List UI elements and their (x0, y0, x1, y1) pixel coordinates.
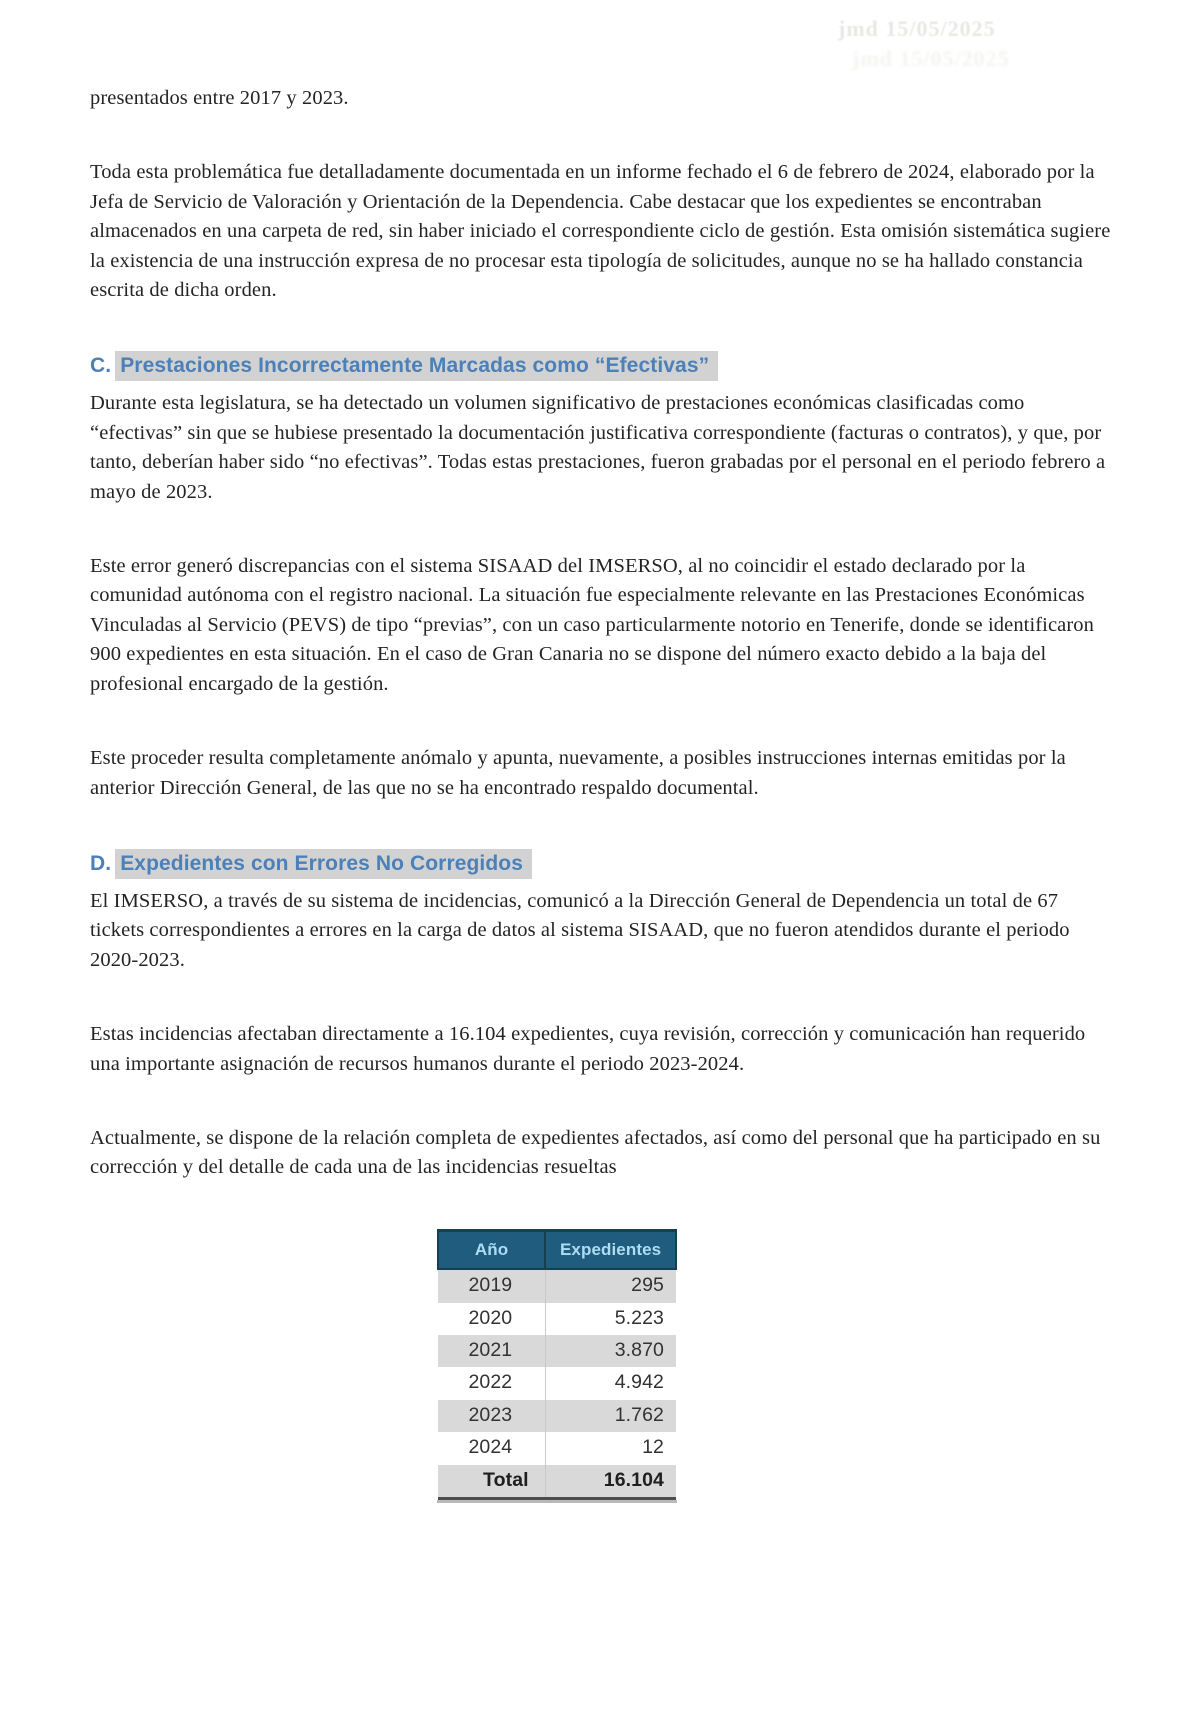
year-cell: 2022 (438, 1367, 545, 1399)
section-heading-d (90, 848, 1112, 879)
expedientes-table-wrap (437, 1229, 677, 1500)
section-heading-d-label: D. (90, 851, 112, 875)
paragraph-prestaciones-efectivas: Durante esta legislatura, se ha detectado un volumen significativo de prestaciones económicas clasificadas como “efectivas” sin que se hubiese presentado la documentación justificativa correspondiente (facturas o contratos), y que, por tanto, deberían haber sido “no efectivas”. Todas estas prestaciones, fueron grabadas por el personal en el periodo febrero a mayo de 2023. (90, 392, 1106, 503)
watermark-date-echo: jmd 15/05/2025 (852, 46, 1010, 71)
expedientes-by-year-table (437, 1229, 677, 1500)
total-value: 16.104 (545, 1465, 676, 1499)
expedientes-cell: 3.870 (545, 1335, 676, 1367)
table-total-row (438, 1465, 676, 1499)
section-heading-c-text: Prestaciones Incorrectamente Marcadas como “Efectivas” (115, 351, 718, 381)
expedientes-cell: 295 (545, 1269, 676, 1302)
section-heading-c (90, 350, 1112, 381)
table-row (438, 1367, 676, 1399)
year-cell: 2024 (438, 1432, 545, 1464)
section-heading-d-text: Expedientes con Errores No Corregidos (115, 849, 532, 879)
section-heading-c-label: C. (90, 354, 112, 378)
table-header-row (438, 1230, 676, 1269)
expedientes-cell: 4.942 (545, 1367, 676, 1399)
intro-line: presentados entre 2017 y 2023. (90, 87, 349, 109)
table-row (438, 1303, 676, 1335)
expedientes-cell: 12 (545, 1432, 676, 1464)
document-body (90, 84, 1112, 1500)
paragraph-incidencias-16104: Estas incidencias afectaban directamente a 16.104 expedientes, cuya revisión, corrección y comunicación han requerido una importante asignación de recursos humanos durante el periodo 2023-2024. (90, 1023, 1086, 1075)
paragraph-informe-febrero-2024: Toda esta problemática fue detalladamente documentada en un informe fechado el 6 de febrero de 2024, elaborado por la Jefa de Servicio de Valoración y Orientación de la Dependencia. Cabe destacar que los expedientes se encontraban almacenados en una carpeta de red, sin haber iniciado el correspondiente ciclo de gestión. Esta omisión sistemática sugiere la existencia de una instrucción expresa de no procesar esta tipología de solicitudes, aunque no se ha hallado constancia escrita de dicha orden. (90, 161, 1111, 302)
total-label: Total (438, 1465, 545, 1499)
year-cell: 2021 (438, 1335, 545, 1367)
table-row (438, 1432, 676, 1464)
paragraph-proceder-anomalo: Este proceder resulta completamente anómalo y apunta, nuevamente, a posibles instrucciones internas emitidas por la anterior Dirección General, de las que no se ha encontrado respaldo documental. (90, 747, 1066, 799)
watermark-date: jmd 15/05/2025 (838, 16, 996, 41)
paragraph-discrepancias-sisaad: Este error generó discrepancias con el sistema SISAAD del IMSERSO, al no coincidir el estado declarado por la comunidad autónoma con el registro nacional. La situación fue especialmente relevante en las Prestaciones Económicas Vinculadas al Servicio (PEVS) de tipo “previas”, con un caso particularmente notorio en Tenerife, donde se identificaron 900 expedientes en esta situación. En el caso de Gran Canaria no se dispone del número exacto debido a la baja del profesional encargado de la gestión. (90, 555, 1095, 695)
column-header-año: Año (438, 1230, 545, 1269)
table-row (438, 1335, 676, 1367)
column-header-expedientes: Expedientes (545, 1230, 676, 1269)
year-cell: 2020 (438, 1303, 545, 1335)
expedientes-cell: 1.762 (545, 1400, 676, 1432)
table-row (438, 1400, 676, 1432)
paragraph-imserso-tickets: El IMSERSO, a través de su sistema de incidencias, comunicó a la Dirección General de Dependencia un total de 67 tickets correspondientes a errores en la carga de datos al sistema SISAAD, que no fueron atendidos durante el periodo 2020-2023. (90, 889, 1070, 971)
paragraph-relacion-completa: Actualmente, se dispone de la relación completa de expedientes afectados, así como del personal que ha participado en su corrección y del detalle de cada una de las incidencias resueltas (90, 1126, 1101, 1179)
expedientes-cell: 5.223 (545, 1303, 676, 1335)
year-cell: 2023 (438, 1400, 545, 1432)
table-row (438, 1269, 676, 1302)
year-cell: 2019 (438, 1269, 545, 1302)
